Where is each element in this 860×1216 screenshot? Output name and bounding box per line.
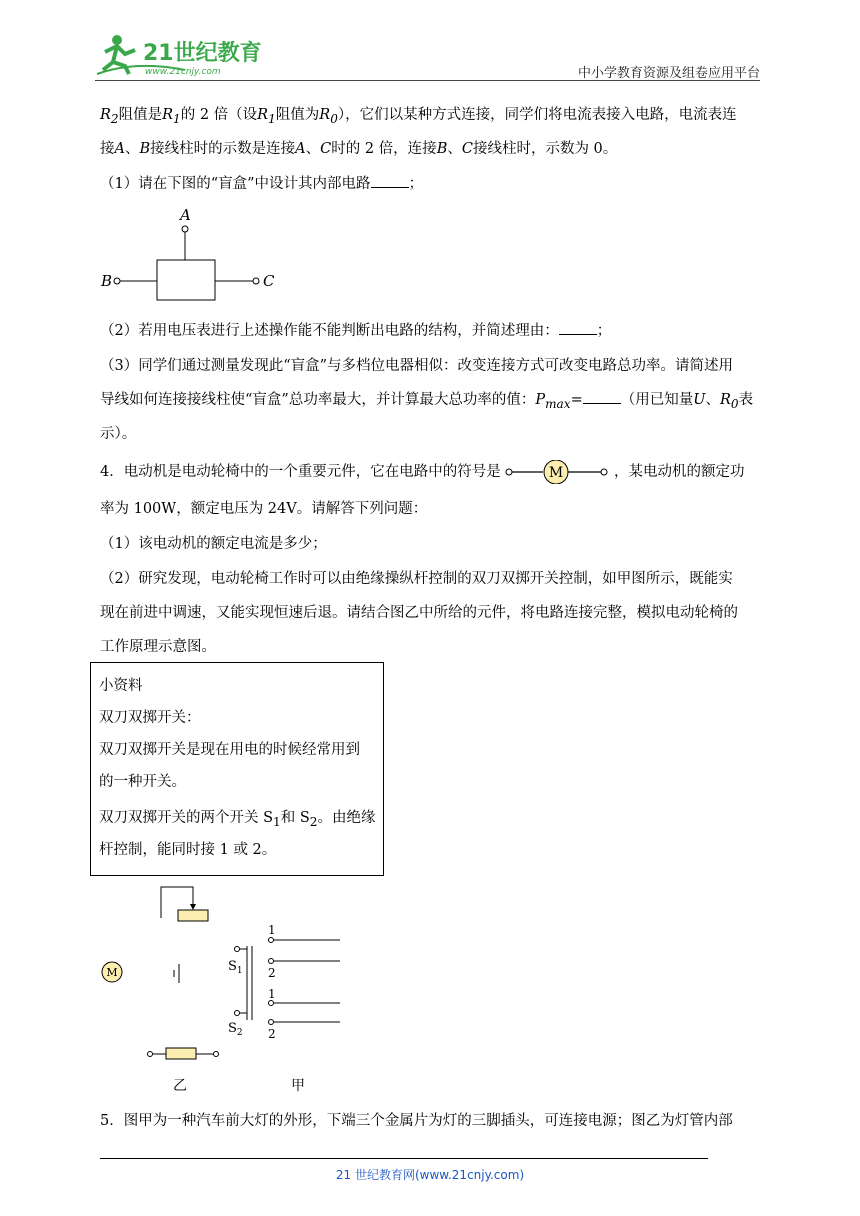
question-4-line: 率为 100W，额定电压为 24V。请解答下列问题： — [100, 501, 428, 517]
question-4-1: （1）该电动机的额定电流是多少； — [100, 536, 327, 552]
terminal-label-b: B — [101, 272, 113, 290]
svg-text:M: M — [106, 966, 118, 979]
header-divider — [95, 80, 760, 81]
svg-text:M: M — [549, 465, 564, 481]
platform-name: 中小学教育资源及组卷应用平台 — [577, 66, 760, 81]
footer-link[interactable]: 21 世纪教育网(www.21cnjy.com) — [335, 1168, 525, 1182]
blind-box — [157, 260, 215, 300]
info-title: 小资料 — [99, 678, 143, 694]
svg-text:2: 2 — [268, 1027, 276, 1041]
footer-divider — [100, 1158, 708, 1159]
logo — [95, 30, 270, 78]
answer-blank[interactable] — [371, 173, 409, 188]
motor-component — [102, 962, 122, 982]
label-s1: $S_1$ — [228, 959, 243, 976]
question-4-2: （2）研究发现，电动轮椅工作时可以由绝缘操纵杆控制的双刀双掷开关控制，如甲图所示，既能实 — [100, 571, 733, 587]
label-yi: 乙 — [173, 1078, 187, 1094]
rheostat — [161, 887, 208, 921]
motor-symbol — [505, 460, 609, 484]
resistor — [148, 1048, 219, 1059]
info-text: 双刀双掷开关的两个开关 $S_1$和 $S_2$。由绝缘 — [99, 810, 376, 829]
question-3-line: 导线如何连接接线柱使“盲盒”总功率最大，并计算最大总功率的值：$P_{max}=$ （用已知量U、$R_0$表 — [100, 389, 753, 415]
svg-text:2: 2 — [268, 966, 276, 980]
answer-blank[interactable] — [559, 320, 597, 335]
info-text: 双刀双掷开关是现在用电的时候经常用到 — [99, 742, 360, 758]
question-4-2: 工作原理示意图。 — [100, 639, 216, 655]
question-2: （2）若用电压表进行上述操作能不能判断出电路的结构，并简述理由： ； — [100, 320, 611, 342]
page-header — [95, 30, 760, 80]
info-text: 杆控制，能同时接 1 或 2。 — [99, 842, 277, 858]
battery — [174, 964, 179, 983]
info-text: 的一种开关。 — [99, 774, 186, 790]
terminal-label-a: A — [180, 206, 191, 224]
terminal-a — [182, 226, 188, 232]
svg-text:1: 1 — [268, 923, 276, 937]
svg-text:1: 1 — [268, 987, 276, 1001]
logo-url: www.21cnjy.com — [145, 67, 221, 77]
circuit-figure — [95, 880, 355, 1095]
question-5: 5．图甲为一种汽车前大灯的外形，下端三个金属片为灯的三脚插头，可连接电源；图乙为灯管内部 — [100, 1113, 733, 1129]
paragraph-line: 接A、B接线柱时的示数是连接A、C时的 2 倍，连接B、C接线柱时，示数为 0。 — [100, 141, 618, 157]
logo-text: 21世纪教育 — [143, 41, 262, 66]
label-s2: $S_2$ — [228, 1021, 243, 1038]
info-box — [90, 662, 384, 876]
label-jia: 甲 — [291, 1078, 305, 1094]
info-subtitle: 双刀双掷开关： — [99, 710, 201, 726]
terminal-b — [114, 278, 120, 284]
blackbox-figure — [95, 203, 295, 303]
question-3-line: （3）同学们通过测量发现此“盲盒”与多档位电器相似：改变连接方式可改变电路总功率。请简述用 — [100, 358, 734, 374]
question-4-2: 现在前进中调速，又能实现恒速后退。请结合图乙中所给的元件，将电路连接完整，模拟电动轮椅的 — [100, 605, 738, 621]
answer-blank[interactable] — [583, 389, 621, 404]
terminal-c — [253, 278, 259, 284]
question-3-line: 示）。 — [100, 426, 137, 442]
paragraph-line: $R_2$阻值是$R_1$的 2 倍（设$R_1$阻值为$R_0$），它们以某种方式连接，同学们将电流表接入电路，电流表连 — [100, 107, 737, 126]
dpdt-switch — [228, 923, 340, 1041]
question-1: （1）请在下图的“盲盒”中设计其内部电路 ； — [100, 173, 423, 195]
question-4: 4．电动机是电动轮椅中的一个重要元件，它在电路中的符号是 M ，某电动机的额定功 — [100, 460, 744, 484]
terminal-label-c: C — [263, 272, 275, 290]
